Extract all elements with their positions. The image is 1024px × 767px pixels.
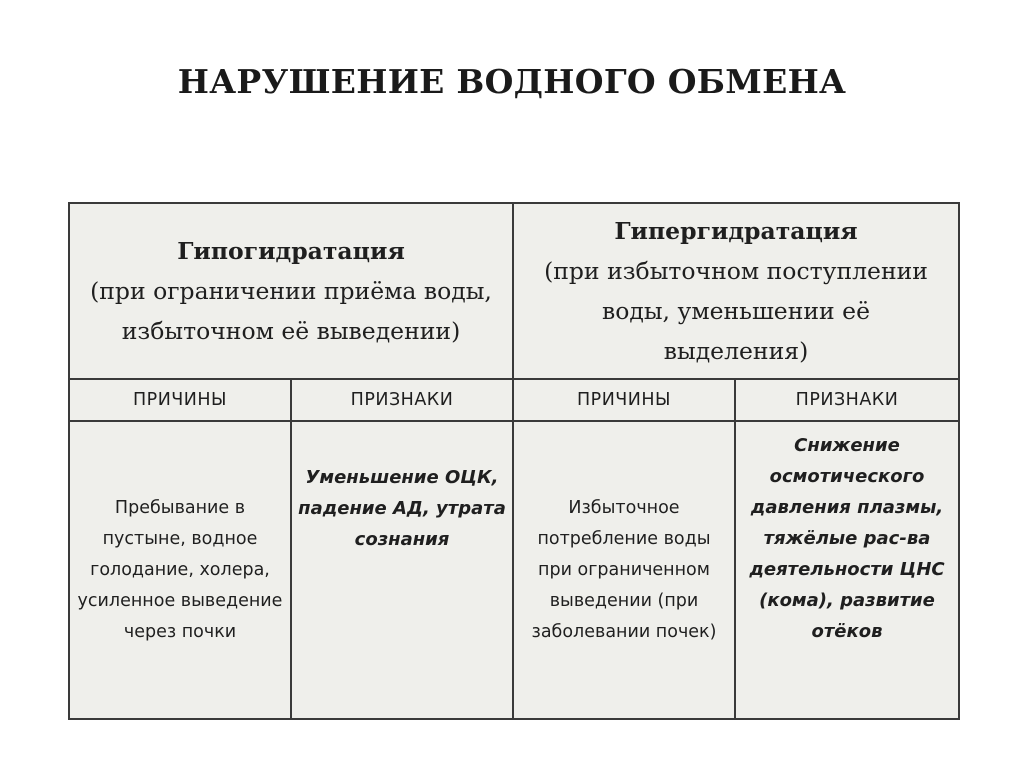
hyperhydration-title: Гипергидратация [614, 217, 858, 245]
hypohydration-causes-header: ПРИЧИНЫ [69, 379, 291, 421]
hypohydration-description: (при ограничении приёма воды, избыточном её выведении) [90, 277, 492, 345]
hypohydration-title: Гипогидратация [177, 237, 405, 265]
content-row [69, 421, 959, 719]
hyperhydration-header [513, 203, 959, 379]
hyperhydration-causes: Избыточное потребление воды при ограниченном выведении (при заболевании почек) [513, 421, 735, 719]
hyperhydration-causes-header: ПРИЧИНЫ [513, 379, 735, 421]
subheader-row [69, 379, 959, 421]
hypohydration-causes: Пребывание в пустыне, водное голодание, холера, усиленное выведение через почки [69, 421, 291, 719]
hyperhydration-signs-header: ПРИЗНАКИ [735, 379, 959, 421]
hyperhydration-description: (при избыточном поступлении воды, уменьшении её выделения) [544, 257, 928, 365]
water-exchange-table [68, 202, 960, 720]
hypohydration-signs: Уменьшение ОЦК, падение АД, утрата сознания [291, 421, 513, 719]
page-title: НАРУШЕНИЕ ВОДНОГО ОБМЕНА [177, 62, 847, 101]
group-header-row [69, 203, 959, 379]
hypohydration-header [69, 203, 513, 379]
hypohydration-signs-header: ПРИЗНАКИ [291, 379, 513, 421]
hyperhydration-signs: Снижение осмотического давления плазмы, тяжёлые рас-ва деятельности ЦНС (кома), развитие отёков [735, 421, 959, 719]
